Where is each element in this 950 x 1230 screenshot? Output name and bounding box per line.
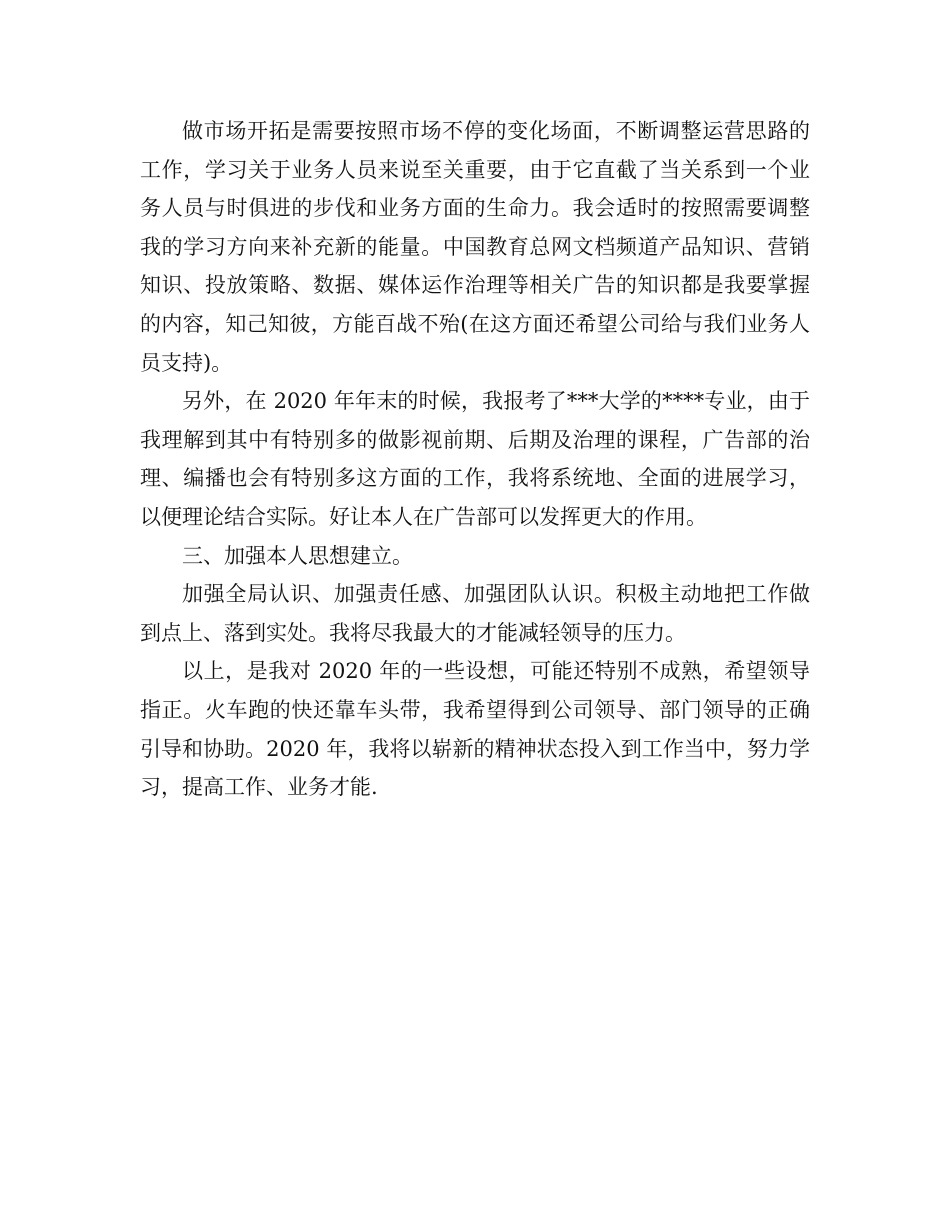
document-body xyxy=(140,112,810,807)
section-heading-thought: 三、加强本人思想建立。 xyxy=(182,543,413,568)
paragraph-further-study: 另外，在 2020 年年末的时候，我报考了***大学的****专业，由于我理解到其中有特别多的做影视前期、后期及治理的课程，广告部的治理、编播也会有特别多这方面的工作，我将系统地、全面的进展学习，以便理论结合实际。好让本人在广告部可以发挥更大的作用。 xyxy=(140,389,810,529)
paragraph-conclusion: 以上，是我对 2020 年的一些设想，可能还特别不成熟，希望领导指正。火车跑的快还靠车头带，我希望得到公司领导、部门领导的正确引导和协助。2020 年，我将以崭新的精神状态投入到工作当中，努力学习，提高工作、业务才能. xyxy=(140,659,810,800)
paragraph-awareness: 加强全局认识、加强责任感、加强团队认识。积极主动地把工作做到点上、落到实处。我将尽我最大的才能减轻领导的压力。 xyxy=(140,582,810,645)
paragraph-market-learning: 做市场开拓是需要按照市场不停的变化场面，不断调整运营思路的工作，学习关于业务人员来说至关重要，由于它直截了当关系到一个业务人员与时俱进的步伐和业务方面的生命力。我会适时的按照需要调整我的学习方向来补充新的能量。中国教育总网文档频道产品知识、营销知识、投放策略、数据、媒体运作治理等相关广告的知识都是我要掌握的内容，知己知彼，方能百战不殆(在这方面还希望公司给与我们业务人员支持)。 xyxy=(140,119,810,375)
